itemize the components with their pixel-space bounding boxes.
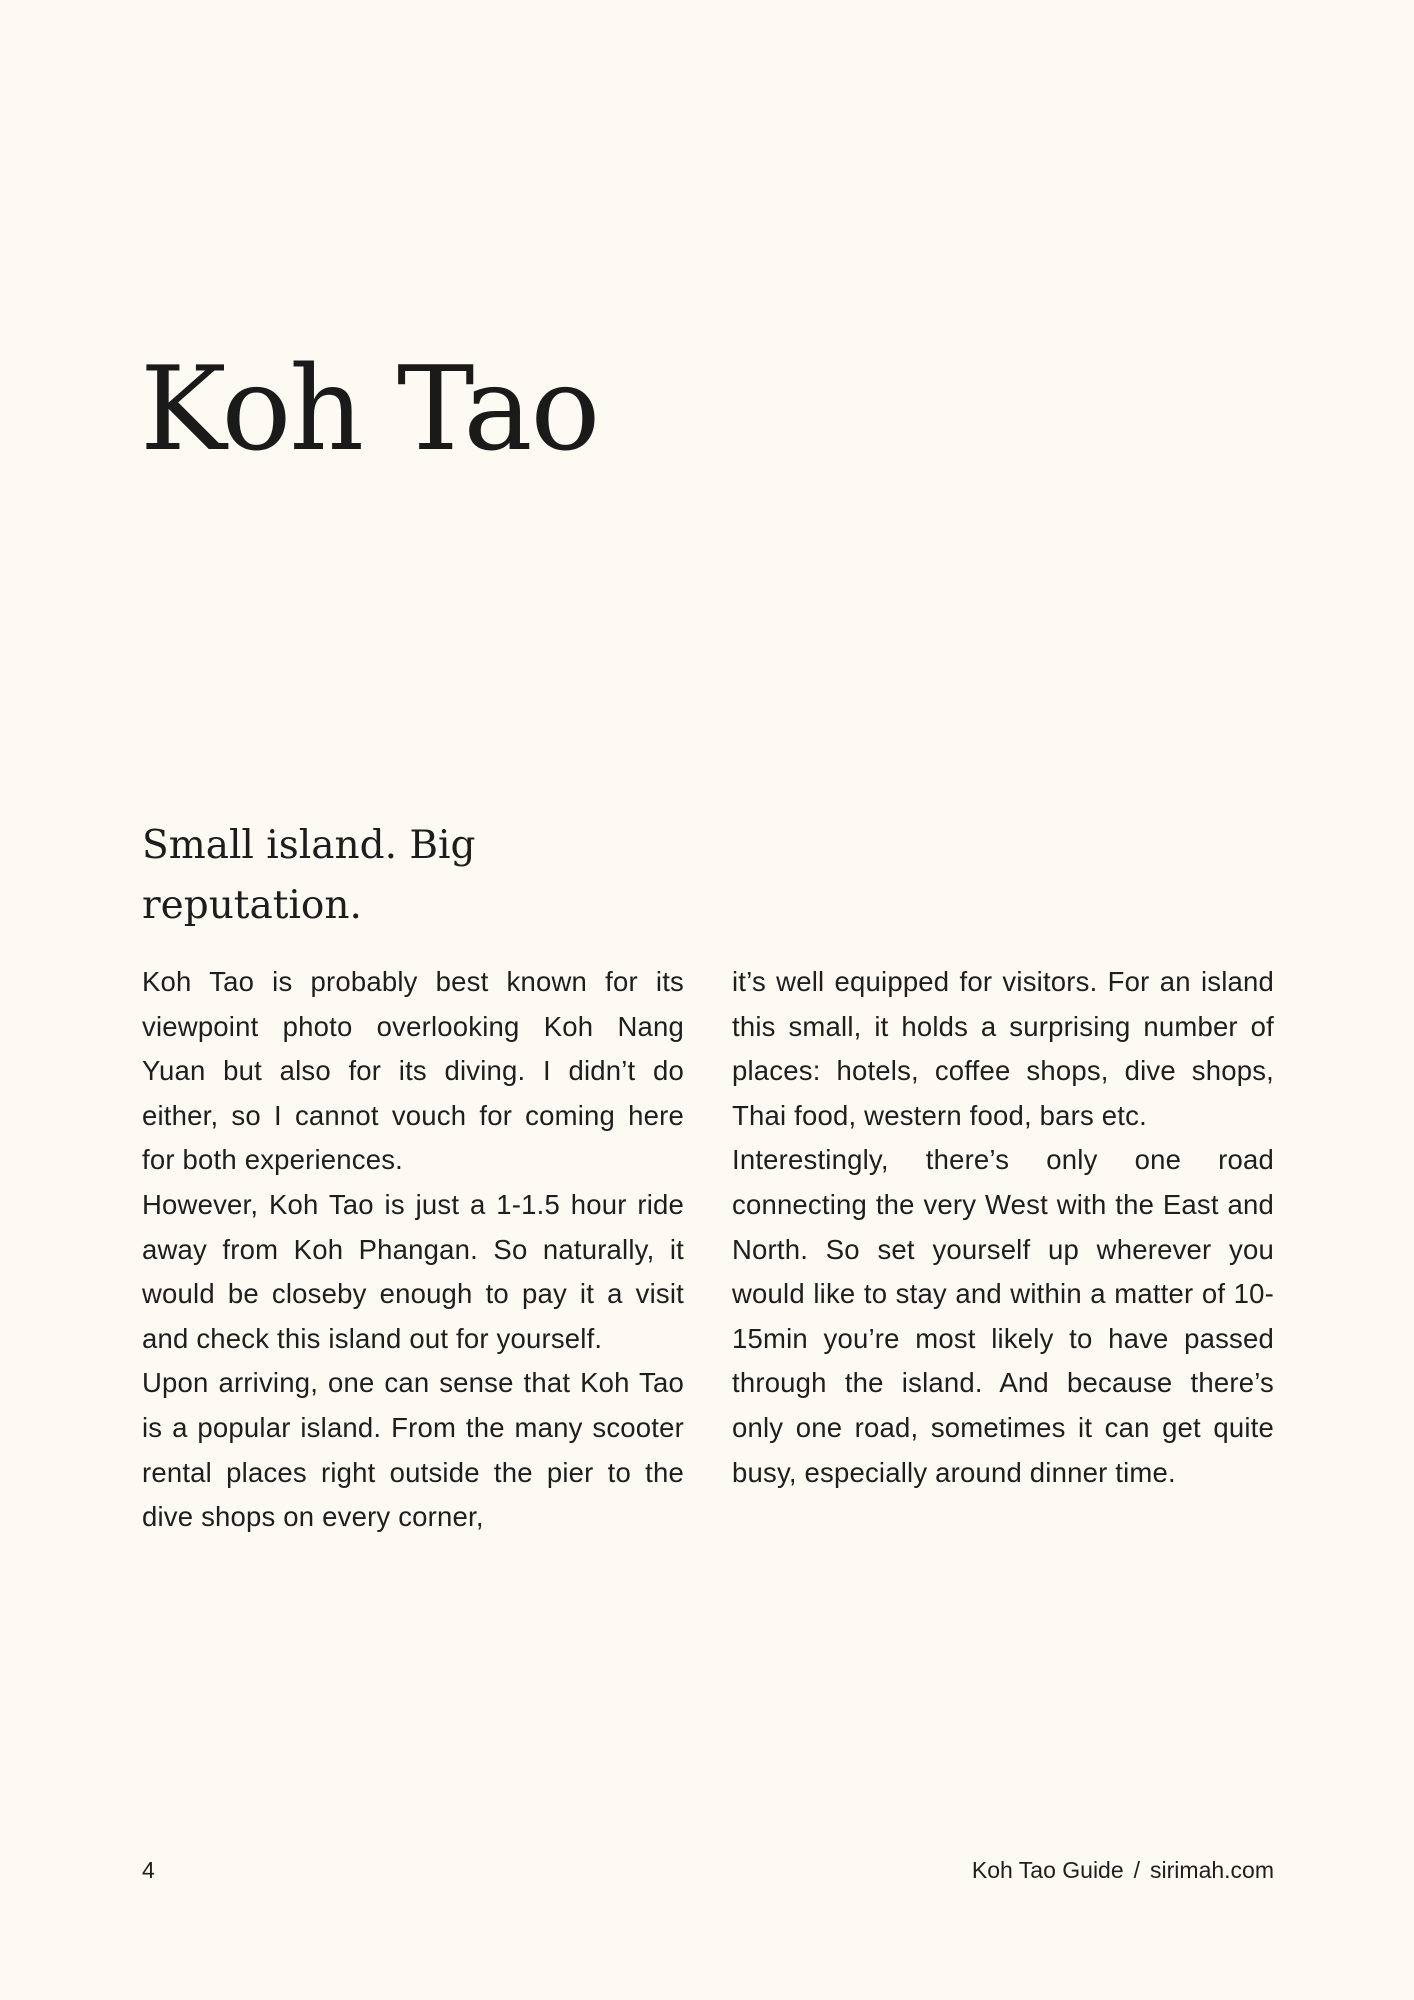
section-subheading: Small island. Big reputation. bbox=[142, 823, 476, 928]
page-footer bbox=[142, 1855, 1274, 1885]
footer-separator: / bbox=[1133, 1857, 1141, 1883]
paragraph: Upon arriving, one can sense that Koh Tao is a popular island. From the many scooter rental places right outside the pier to the dive shops on every corner, bbox=[142, 1367, 684, 1533]
website-link[interactable]: sirimah.com bbox=[1150, 1857, 1274, 1883]
footer-credits bbox=[972, 1855, 1274, 1885]
page-title: Koh Tao bbox=[140, 342, 599, 477]
body-text-columns bbox=[142, 960, 1274, 1540]
left-text-column bbox=[142, 960, 684, 1540]
paragraph: it’s well equipped for visitors. For an island this small, it holds a surprising number of places: hotels, coffee shops, dive shops, Thai food, western food, bars etc. bbox=[732, 966, 1274, 1131]
page-number: 4 bbox=[142, 1857, 155, 1883]
paragraph: Koh Tao is probably best known for its viewpoint photo overlooking Koh Nang Yuan but also for its diving. I didn’t do either, so I cannot vouch for coming here for both experiences. bbox=[142, 966, 684, 1176]
paragraph: Interestingly, there’s only one road connecting the very West with the East and North. So set yourself up wherever you would like to stay and within a matter of 10-15min you’re most likely to have passed through the island. And because there’s only one road, sometimes it can get quite busy, especially around dinner time. bbox=[732, 1144, 1274, 1488]
right-text-column bbox=[732, 960, 1274, 1540]
guide-name: Koh Tao Guide bbox=[971, 1857, 1124, 1883]
paragraph: However, Koh Tao is just a 1-1.5 hour ride away from Koh Phangan. So naturally, it would be closeby enough to pay it a visit and check this island out for yourself. bbox=[142, 1188, 684, 1354]
